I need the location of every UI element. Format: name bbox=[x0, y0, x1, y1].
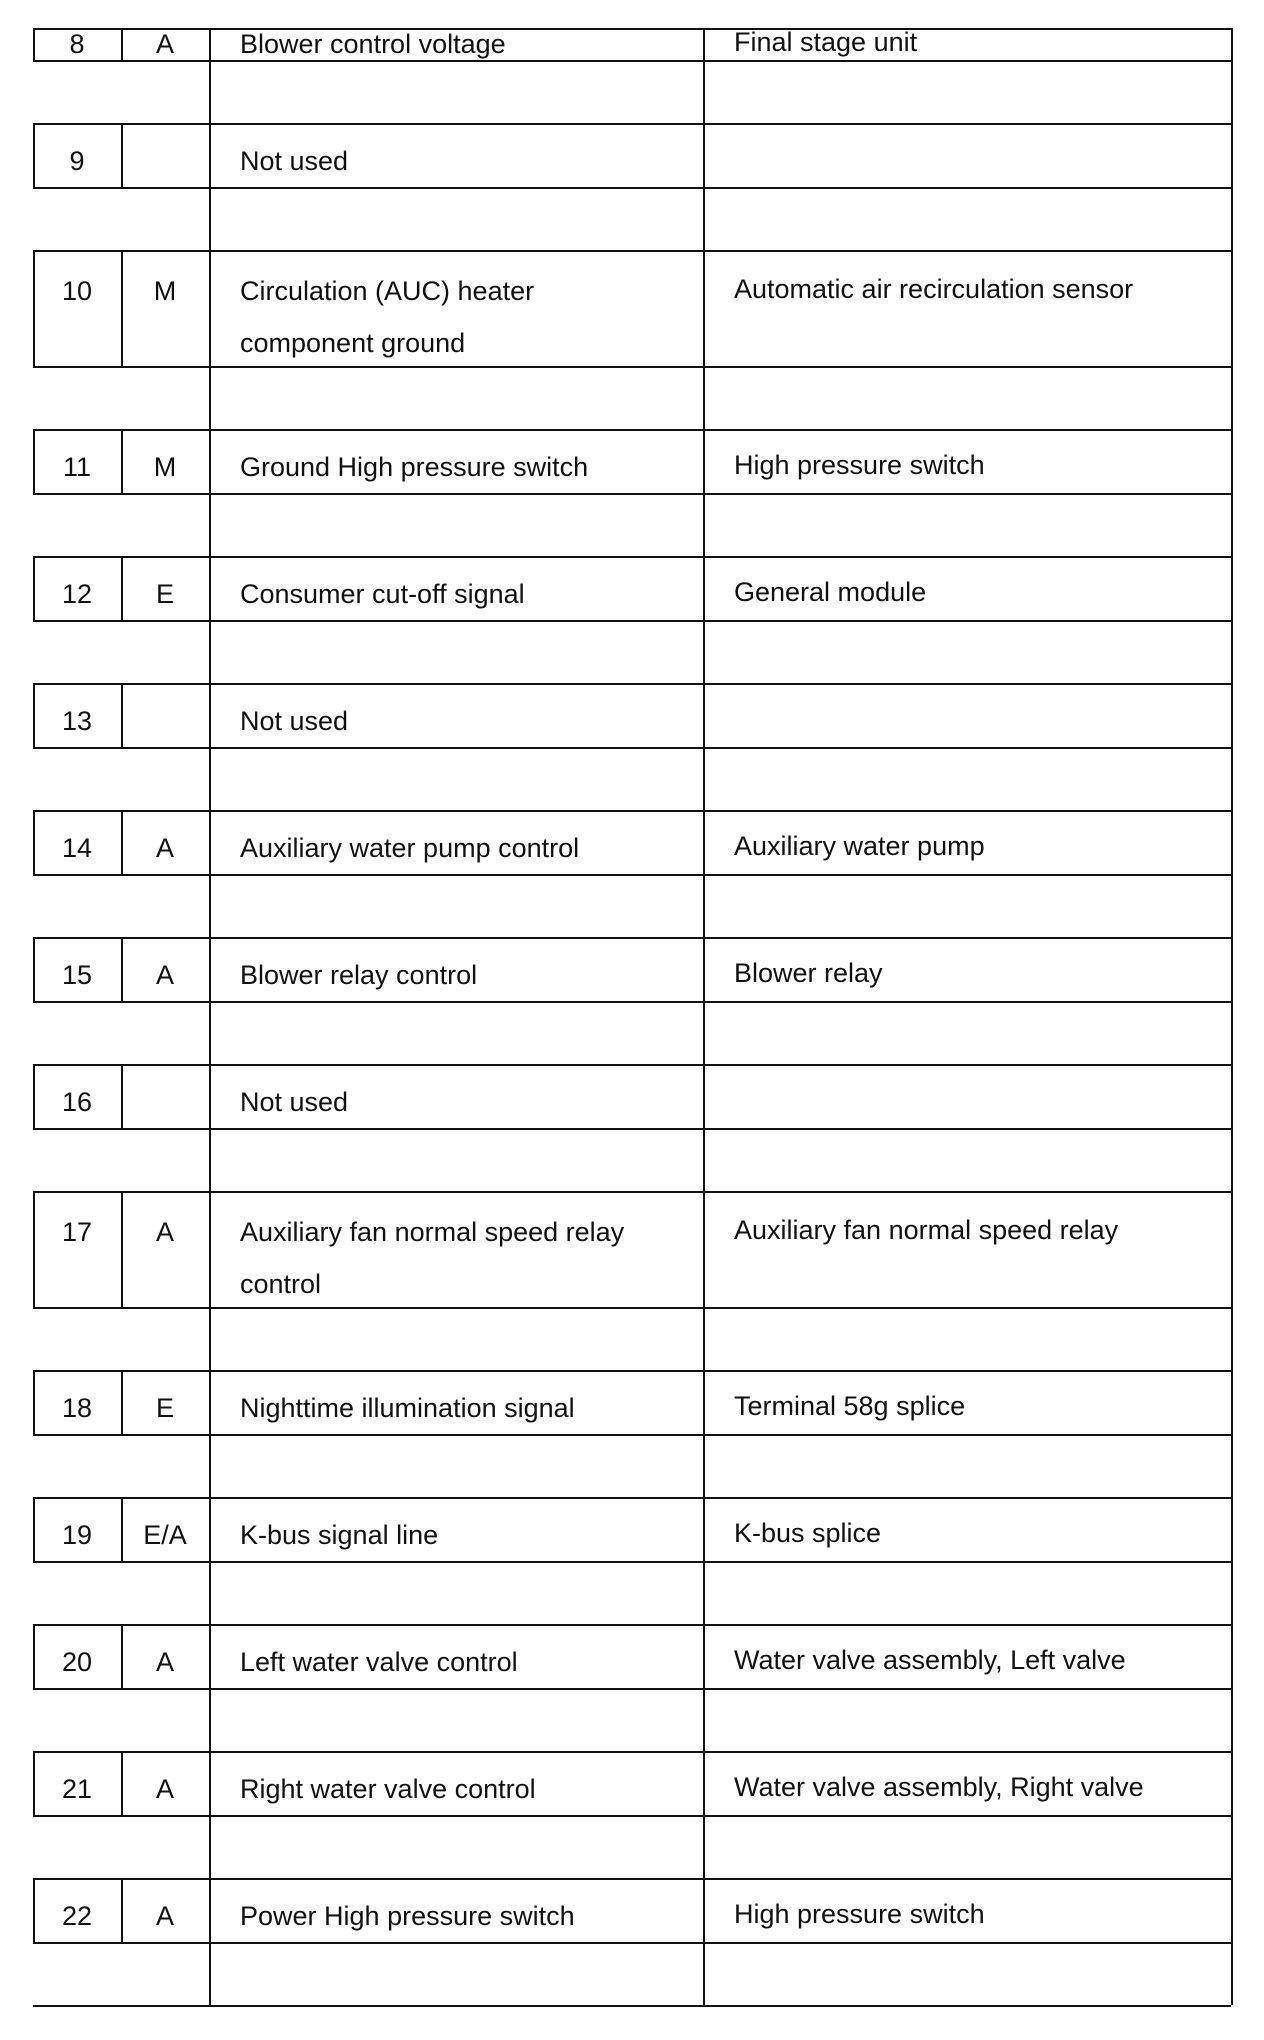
pin-description: Not used bbox=[240, 706, 349, 736]
row-rule bbox=[33, 683, 1231, 685]
column-rule bbox=[209, 1561, 211, 1624]
column-rule bbox=[703, 187, 705, 250]
connected-component: Automatic air recirculation sensor bbox=[734, 274, 1134, 304]
signal-type: A bbox=[155, 960, 174, 990]
pin-number: 12 bbox=[61, 579, 93, 609]
pin-description: Ground High pressure switch bbox=[240, 452, 589, 482]
signal-type: E bbox=[155, 579, 174, 609]
column-rule bbox=[1231, 1497, 1233, 1563]
column-rule bbox=[703, 1434, 705, 1497]
column-rule bbox=[1231, 1307, 1233, 1370]
pin-description: Left water valve control bbox=[240, 1647, 518, 1677]
column-rule bbox=[1231, 60, 1233, 123]
signal-type: A bbox=[155, 1901, 174, 1931]
row-rule bbox=[33, 1497, 1231, 1499]
pin-number: 17 bbox=[61, 1217, 93, 1247]
row-rule bbox=[33, 1751, 1231, 1753]
column-rule bbox=[703, 1307, 705, 1370]
column-rule bbox=[1231, 874, 1233, 937]
pin-number: 15 bbox=[61, 960, 93, 990]
column-rule bbox=[209, 493, 211, 556]
connected-component: High pressure switch bbox=[734, 1899, 985, 1929]
row-rule bbox=[33, 1878, 1231, 1880]
column-rule bbox=[703, 683, 705, 747]
column-rule bbox=[209, 620, 211, 683]
pin-number: 8 bbox=[69, 29, 85, 59]
row-rule bbox=[33, 810, 1231, 812]
column-rule bbox=[703, 620, 705, 683]
column-rule bbox=[121, 683, 123, 747]
column-rule bbox=[209, 1434, 211, 1497]
pin-number: 10 bbox=[61, 276, 93, 306]
pin-number: 13 bbox=[61, 706, 93, 736]
connected-component: Auxiliary fan normal speed relay bbox=[734, 1215, 1119, 1245]
row-rule bbox=[33, 937, 1231, 939]
column-rule bbox=[1231, 187, 1233, 250]
pin-description: Blower control voltage bbox=[240, 29, 506, 59]
pin-description: Not used bbox=[240, 1087, 349, 1117]
pin-description: Auxiliary fan normal speed relay bbox=[240, 1217, 625, 1247]
column-rule bbox=[1231, 1434, 1233, 1497]
pin-description: Nighttime illumination signal bbox=[240, 1393, 575, 1423]
pin-number: 21 bbox=[61, 1774, 93, 1804]
column-rule bbox=[1231, 810, 1233, 876]
column-rule bbox=[209, 1307, 211, 1370]
connected-component: General module bbox=[734, 577, 927, 607]
column-rule bbox=[1231, 1942, 1233, 2005]
column-rule bbox=[703, 123, 705, 187]
signal-type: A bbox=[155, 1774, 174, 1804]
signal-type: A bbox=[155, 833, 174, 863]
connected-component: Auxiliary water pump bbox=[734, 831, 985, 861]
pin-description: Not used bbox=[240, 146, 349, 176]
column-rule bbox=[1231, 620, 1233, 683]
pin-number: 18 bbox=[61, 1393, 93, 1423]
column-rule bbox=[1231, 1001, 1233, 1064]
column-rule bbox=[1231, 28, 1233, 62]
column-rule bbox=[209, 747, 211, 810]
row-rule bbox=[33, 250, 1231, 252]
column-rule bbox=[1231, 366, 1233, 429]
column-rule bbox=[1231, 1751, 1233, 1817]
column-rule bbox=[1231, 123, 1233, 189]
signal-type: A bbox=[155, 1217, 174, 1247]
column-rule bbox=[703, 1815, 705, 1878]
row-rule bbox=[33, 2005, 1231, 2007]
pin-description: Circulation (AUC) heater bbox=[240, 276, 535, 306]
column-rule bbox=[703, 1942, 705, 2005]
signal-type: A bbox=[155, 1647, 174, 1677]
column-rule bbox=[121, 123, 123, 187]
connected-component: High pressure switch bbox=[734, 450, 985, 480]
column-rule bbox=[1231, 1688, 1233, 1751]
row-rule bbox=[33, 1064, 1231, 1066]
row-rule bbox=[33, 1191, 1231, 1193]
column-rule bbox=[703, 366, 705, 429]
pin-description: K-bus signal line bbox=[240, 1520, 439, 1550]
column-rule bbox=[1231, 1815, 1233, 1878]
pin-number: 19 bbox=[61, 1520, 93, 1550]
signal-type: E/A bbox=[143, 1520, 187, 1550]
column-rule bbox=[1231, 683, 1233, 749]
pin-description: Power High pressure switch bbox=[240, 1901, 575, 1931]
column-rule bbox=[703, 60, 705, 123]
column-rule bbox=[209, 1688, 211, 1751]
connected-component: Blower relay bbox=[734, 958, 883, 988]
column-rule bbox=[1231, 937, 1233, 1003]
pin-number: 11 bbox=[62, 452, 92, 482]
pin-description-continued: component ground bbox=[240, 328, 466, 358]
connected-component: Water valve assembly, Right valve bbox=[734, 1772, 1144, 1802]
column-rule bbox=[703, 493, 705, 556]
column-rule bbox=[1231, 1561, 1233, 1624]
pin-number: 22 bbox=[61, 1901, 93, 1931]
pin-number: 20 bbox=[61, 1647, 93, 1677]
connected-component: Final stage unit bbox=[734, 27, 918, 57]
column-rule bbox=[209, 874, 211, 937]
column-rule bbox=[1231, 1624, 1233, 1690]
pin-description: Auxiliary water pump control bbox=[240, 833, 580, 863]
row-rule bbox=[33, 123, 1231, 125]
column-rule bbox=[1231, 1191, 1233, 1309]
column-rule bbox=[1231, 1370, 1233, 1436]
connected-component: Water valve assembly, Left valve bbox=[734, 1645, 1126, 1675]
column-rule bbox=[703, 1128, 705, 1191]
column-rule bbox=[1231, 493, 1233, 556]
column-rule bbox=[209, 366, 211, 429]
signal-type: M bbox=[153, 452, 177, 482]
row-rule bbox=[33, 1370, 1231, 1372]
column-rule bbox=[209, 1815, 211, 1878]
column-rule bbox=[703, 1688, 705, 1751]
column-rule bbox=[1231, 556, 1233, 622]
column-rule bbox=[209, 187, 211, 250]
row-rule bbox=[33, 556, 1231, 558]
column-rule bbox=[209, 1001, 211, 1064]
column-rule bbox=[703, 1064, 705, 1128]
row-rule bbox=[33, 429, 1231, 431]
column-rule bbox=[703, 1001, 705, 1064]
column-rule bbox=[1231, 747, 1233, 810]
pin-description: Blower relay control bbox=[240, 960, 478, 990]
column-rule bbox=[209, 1128, 211, 1191]
signal-type: M bbox=[153, 276, 177, 306]
pin-number: 16 bbox=[61, 1087, 93, 1117]
pin-description-continued: control bbox=[240, 1269, 322, 1299]
signal-type: E bbox=[155, 1393, 174, 1423]
signal-type: A bbox=[155, 29, 174, 59]
column-rule bbox=[1231, 429, 1233, 495]
column-rule bbox=[1231, 250, 1233, 368]
column-rule bbox=[209, 1942, 211, 2005]
pin-number: 9 bbox=[69, 146, 85, 176]
column-rule bbox=[703, 874, 705, 937]
pin-description: Right water valve control bbox=[240, 1774, 536, 1804]
column-rule bbox=[1231, 1878, 1233, 1944]
row-rule bbox=[33, 1624, 1231, 1626]
connected-component: Terminal 58g splice bbox=[734, 1391, 966, 1421]
pin-description: Consumer cut-off signal bbox=[240, 579, 525, 609]
column-rule bbox=[121, 1064, 123, 1128]
column-rule bbox=[1231, 1064, 1233, 1130]
column-rule bbox=[1231, 1128, 1233, 1191]
column-rule bbox=[703, 1561, 705, 1624]
column-rule bbox=[703, 747, 705, 810]
pin-number: 14 bbox=[61, 833, 93, 863]
column-rule bbox=[209, 60, 211, 123]
pin-assignment-table bbox=[33, 28, 1233, 2023]
connected-component: K-bus splice bbox=[734, 1518, 882, 1548]
